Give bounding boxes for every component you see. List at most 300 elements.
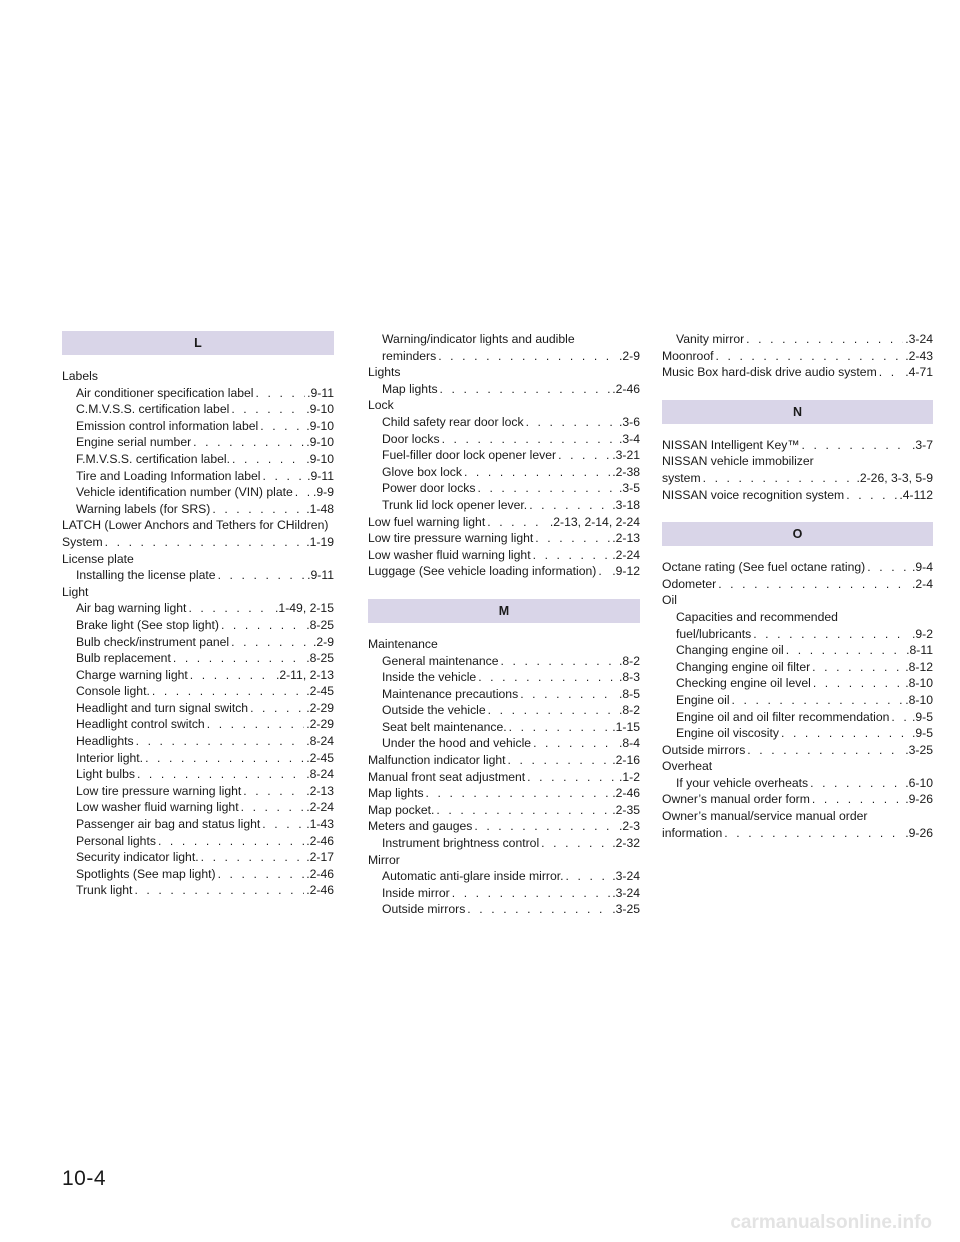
- index-subentry: [368, 686, 640, 703]
- page-reference: .2-11, 2-13: [275, 667, 334, 682]
- page-reference: .3-5: [618, 481, 640, 496]
- page-reference: .4-71: [905, 365, 933, 380]
- entry-text: reminders: [382, 348, 437, 363]
- dot-leader: [527, 769, 617, 786]
- entry-text: Changing engine oil filter: [676, 659, 811, 674]
- entry-text: Overheat: [662, 759, 713, 774]
- dot-leader: [442, 431, 617, 448]
- entry-text: Owner’s manual order form: [662, 792, 810, 807]
- index-entry: [62, 368, 334, 385]
- index-subentry: [368, 447, 640, 464]
- index-subentry: [368, 885, 640, 902]
- index-subentry: [368, 702, 640, 719]
- dot-leader: [753, 626, 910, 643]
- dot-leader: [464, 464, 610, 481]
- entry-text: Music Box hard-disk drive audio system: [662, 365, 877, 380]
- page-reference: .3-4: [618, 431, 640, 446]
- index-entry: [368, 818, 640, 835]
- page-reference: .9-11: [307, 468, 334, 483]
- index-subentry: [62, 451, 334, 468]
- entry-text: System: [62, 534, 103, 549]
- index-entry: [662, 742, 933, 759]
- entry-text: Oil: [662, 593, 677, 608]
- dot-leader: [891, 709, 910, 726]
- index-subentry: [62, 700, 334, 717]
- watermark: carmanualsonline.info: [730, 1212, 932, 1233]
- page-reference: .8-24: [306, 767, 334, 782]
- index-entry: [662, 437, 933, 454]
- entry-text: Low fuel warning light: [368, 514, 486, 529]
- entry-text: Door locks: [382, 431, 440, 446]
- section-header-letter: M: [368, 599, 640, 623]
- page-reference: .9-12: [612, 564, 640, 579]
- entry-text: Passenger air bag and status light: [76, 817, 261, 832]
- index-subentry: [662, 725, 933, 742]
- dot-leader: [438, 348, 617, 365]
- index-subentry: [662, 709, 933, 726]
- entry-text: Automatic anti-glare inside mirror.: [382, 869, 564, 884]
- entry-text: F.M.V.S.S. certification label.: [76, 451, 230, 466]
- dot-leader: [802, 437, 910, 454]
- index-subentry: [368, 669, 640, 686]
- entry-text: Warning labels (for SRS): [76, 501, 211, 516]
- index-subentry: [62, 418, 334, 435]
- dot-leader: [487, 514, 548, 531]
- entry-text: Octane rating (See fuel octane rating): [662, 560, 866, 575]
- page-reference: .3-25: [905, 742, 933, 757]
- entry-text: Engine oil: [676, 692, 730, 707]
- entry-text: Outside the vehicle: [382, 703, 486, 718]
- entry-text: Warning/indicator lights and audible: [382, 332, 575, 346]
- entry-text: Under the hood and vehicle: [382, 736, 532, 751]
- index-subentry: [368, 735, 640, 752]
- index-entry: [662, 791, 933, 808]
- page-reference: .2-24: [612, 547, 640, 562]
- page-reference: .2-46: [612, 786, 640, 801]
- index-entry: [368, 364, 640, 381]
- page-reference: .2-43: [905, 348, 933, 363]
- dot-leader: [598, 563, 610, 580]
- index-subentry: [368, 497, 640, 514]
- index-subentry: [368, 653, 640, 670]
- page-reference: .9-10: [306, 435, 334, 450]
- index-subentry: [62, 434, 334, 451]
- dot-leader: [747, 742, 903, 759]
- page-reference: .8-5: [618, 686, 640, 701]
- page-reference: .3-24: [612, 869, 640, 884]
- index-entry: [62, 551, 334, 568]
- dot-leader: [218, 866, 305, 883]
- dot-leader: [508, 752, 611, 769]
- entry-text: Air conditioner specification label: [76, 385, 254, 400]
- page-reference: .9-4: [911, 560, 933, 575]
- index-entry: [62, 534, 334, 551]
- page-reference: .9-11: [307, 385, 334, 400]
- entry-text: Installing the license plate: [76, 568, 216, 583]
- dot-leader: [703, 470, 855, 487]
- dot-leader: [477, 480, 617, 497]
- dot-leader: [231, 401, 304, 418]
- entry-text: Mirror: [368, 852, 400, 867]
- page-reference: .8-12: [905, 659, 933, 674]
- dot-leader: [221, 617, 304, 634]
- entry-text: Power door locks: [382, 481, 476, 496]
- entry-text: Interior light.: [76, 750, 144, 765]
- index-subentry: [62, 683, 334, 700]
- page-reference: .2-9: [312, 634, 334, 649]
- page-reference: .9-9: [312, 485, 334, 500]
- section-header-letter: L: [62, 331, 334, 355]
- dot-leader: [501, 653, 617, 670]
- entry-text: C.M.V.S.S. certification label: [76, 402, 230, 417]
- index-entry: [662, 348, 933, 365]
- page-reference: .3-18: [612, 497, 640, 512]
- entry-text: Emission control information label: [76, 418, 259, 433]
- dot-leader: [250, 700, 304, 717]
- index-subentry: [368, 381, 640, 398]
- index-entry: [662, 592, 933, 609]
- entry-text: Inside the vehicle: [382, 670, 477, 685]
- index-entry: [368, 530, 640, 547]
- page-reference: .9-26: [905, 792, 933, 807]
- section-header-letter: O: [662, 522, 933, 546]
- index-subentry: [62, 799, 334, 816]
- page-reference: .2-9: [618, 348, 640, 363]
- index-entry: [368, 752, 640, 769]
- entry-text: Engine oil and oil filter recommendation: [676, 709, 890, 724]
- page-reference: .8-25: [306, 617, 334, 632]
- page-reference: .3-25: [612, 902, 640, 917]
- index-subentry: [368, 464, 640, 481]
- index-subentry: [62, 716, 334, 733]
- page-reference: .3-7: [911, 437, 933, 452]
- index-entry: [62, 517, 334, 534]
- index-subentry: [368, 901, 640, 918]
- page-reference: .8-2: [618, 703, 640, 718]
- page-number: 10-4: [62, 1167, 107, 1190]
- entry-text: Seat belt maintenance.: [382, 719, 507, 734]
- entry-text: Outside mirrors: [382, 902, 466, 917]
- entry-text: Fuel-filler door lock opener lever: [382, 448, 557, 463]
- index-entry: [662, 758, 933, 775]
- entry-text: Light bulbs: [76, 767, 135, 782]
- page-reference: .3-6: [618, 414, 640, 429]
- dot-leader: [218, 567, 306, 584]
- page-reference: .2-4: [911, 576, 933, 591]
- index-subentry: [62, 385, 334, 402]
- dot-leader: [136, 733, 305, 750]
- page-reference: .2-35: [612, 802, 640, 817]
- dot-leader: [188, 600, 273, 617]
- entry-text: Owner’s manual/service manual order: [662, 809, 868, 824]
- index-subentry: [662, 331, 933, 348]
- index-entry: [662, 364, 933, 381]
- page-reference: .2-46: [306, 883, 334, 898]
- dot-leader: [781, 725, 910, 742]
- entry-text: Lock: [368, 398, 394, 413]
- entry-text: Light: [62, 584, 89, 599]
- page-reference: .2-45: [306, 750, 334, 765]
- entry-text: Capacities and recommended: [676, 609, 838, 624]
- index-entry: [368, 769, 640, 786]
- dot-leader: [718, 576, 910, 593]
- index-subentry: [62, 468, 334, 485]
- page-reference: .1-48: [306, 501, 334, 516]
- index-entry: [662, 825, 933, 842]
- entry-text: LATCH (Lower Anchors and Tethers for CHildren): [62, 518, 329, 533]
- index-subentry: [662, 609, 933, 626]
- entry-text: Spotlights (See map light): [76, 866, 216, 881]
- dot-leader: [173, 650, 304, 667]
- dot-leader: [263, 468, 306, 485]
- page-reference: .9-26: [905, 825, 933, 840]
- index-subentry: [368, 868, 640, 885]
- entry-text: Trunk lid lock opener lever.: [382, 497, 528, 512]
- page-reference: .2-17: [306, 850, 334, 865]
- dot-leader: [231, 634, 311, 651]
- index-entry: [368, 802, 640, 819]
- page-reference: .2-46: [306, 833, 334, 848]
- dot-leader: [145, 750, 304, 767]
- entry-text: Air bag warning light: [76, 601, 187, 616]
- entry-text: Outside mirrors: [662, 742, 746, 757]
- entry-text: Map lights: [368, 786, 424, 801]
- index-subentry: [368, 431, 640, 448]
- page-reference: .2-29: [306, 717, 334, 732]
- page-reference: .6-10: [905, 775, 933, 790]
- entry-text: Tire and Loading Information label: [76, 468, 261, 483]
- page-reference: .2-26, 3-3, 5-9: [856, 470, 933, 485]
- page-reference: .9-5: [911, 726, 933, 741]
- page-reference: .8-25: [306, 651, 334, 666]
- index-subentry: [62, 816, 334, 833]
- entry-text: Checking engine oil level: [676, 676, 811, 691]
- index-subentry: [662, 775, 933, 792]
- entry-text: Low tire pressure warning light: [76, 783, 242, 798]
- index-subentry: [662, 626, 933, 643]
- page-reference: .2-24: [306, 800, 334, 815]
- index-subentry: [662, 659, 933, 676]
- dot-leader: [488, 702, 617, 719]
- entry-text: Manual front seat adjustment: [368, 769, 526, 784]
- page-reference: .3-24: [612, 885, 640, 900]
- page-reference: .2-46: [306, 866, 334, 881]
- index-subentry: [62, 567, 334, 584]
- entry-text: License plate: [62, 551, 134, 566]
- index-entry: [368, 397, 640, 414]
- entry-text: Glove box lock: [382, 464, 462, 479]
- index-subentry: [62, 501, 334, 518]
- index-entry: [662, 453, 933, 470]
- index-entry: [662, 576, 933, 593]
- dot-leader: [732, 692, 904, 709]
- page-reference: .9-10: [306, 451, 334, 466]
- dot-leader: [566, 868, 611, 885]
- index-subentry: [62, 600, 334, 617]
- page-reference: .8-10: [905, 676, 933, 691]
- index-entry: [368, 514, 640, 531]
- dot-leader: [509, 719, 611, 736]
- index-subentry: [62, 617, 334, 634]
- page-reference: .2-16: [612, 753, 640, 768]
- page-reference: .1-19: [306, 534, 334, 549]
- entry-text: Luggage (See vehicle loading information): [368, 564, 597, 579]
- page-reference: .9-11: [307, 568, 334, 583]
- entry-text: Security indicator light.: [76, 850, 199, 865]
- index-column-3: [662, 331, 933, 841]
- dot-leader: [478, 669, 617, 686]
- dot-leader: [812, 659, 903, 676]
- index-entry: [368, 636, 640, 653]
- entry-text: Engine oil viscosity: [676, 726, 779, 741]
- dot-leader: [879, 364, 904, 381]
- entry-text: Low washer fluid warning light: [76, 800, 239, 815]
- index-subentry: [62, 667, 334, 684]
- dot-leader: [558, 447, 610, 464]
- entry-text: information: [662, 825, 723, 840]
- page-reference: .2-13, 2-14, 2-24: [549, 514, 640, 529]
- page-reference: .1-15: [612, 719, 640, 734]
- dot-leader: [201, 849, 305, 866]
- entry-text: Child safety rear door lock: [382, 414, 524, 429]
- page-reference: .2-29: [306, 700, 334, 715]
- entry-text: Headlight and turn signal switch: [76, 700, 249, 715]
- index-subentry: [62, 882, 334, 899]
- dot-leader: [724, 825, 903, 842]
- index-subentry: [62, 401, 334, 418]
- entry-text: General maintenance: [382, 653, 499, 668]
- entry-text: Labels: [62, 369, 98, 383]
- entry-text: Vehicle identification number (VIN) plate: [76, 485, 293, 500]
- dot-leader: [533, 735, 617, 752]
- index-entry: [62, 584, 334, 601]
- entry-text: Lights: [368, 365, 401, 380]
- page-reference: .2-38: [612, 464, 640, 479]
- index-subentry: [62, 783, 334, 800]
- dot-leader: [846, 487, 897, 504]
- dot-leader: [529, 497, 610, 514]
- dot-leader: [452, 885, 610, 902]
- entry-text: Trunk light: [76, 883, 133, 898]
- dot-leader: [152, 683, 304, 700]
- index-entry: [662, 559, 933, 576]
- dot-leader: [426, 785, 611, 802]
- entry-text: Headlights: [76, 734, 134, 749]
- dot-leader: [105, 534, 305, 551]
- page-reference: .3-21: [612, 448, 640, 463]
- entry-text: Low tire pressure warning light: [368, 531, 534, 546]
- entry-text: fuel/lubricants: [676, 626, 752, 641]
- dot-leader: [207, 716, 305, 733]
- index-subentry: [62, 833, 334, 850]
- index-entry: [662, 808, 933, 825]
- dot-leader: [467, 901, 610, 918]
- entry-text: Personal lights: [76, 833, 156, 848]
- dot-leader: [241, 799, 305, 816]
- page-reference: .3-24: [905, 332, 933, 346]
- dot-leader: [134, 882, 304, 899]
- page-reference: .2-46: [612, 381, 640, 396]
- entry-text: Bulb replacement: [76, 651, 171, 666]
- index-subentry: [368, 348, 640, 365]
- dot-leader: [260, 418, 304, 435]
- index-subentry: [62, 766, 334, 783]
- page-reference: .4-112: [899, 487, 933, 502]
- dot-leader: [535, 530, 610, 547]
- entry-text: NISSAN Intelligent Key™: [662, 437, 800, 452]
- entry-text: Map pocket.: [368, 802, 435, 817]
- entry-text: NISSAN vehicle immobilizer: [662, 454, 814, 469]
- dot-leader: [436, 802, 610, 819]
- entry-text: Brake light (See stop light): [76, 617, 219, 632]
- page-reference: .9-5: [911, 709, 933, 724]
- page-reference: .2-3: [618, 819, 640, 834]
- dot-leader: [746, 331, 903, 348]
- entry-text: Low washer fluid warning light: [368, 547, 531, 562]
- index-subentry: [662, 642, 933, 659]
- page-reference: .1-2: [618, 769, 640, 784]
- index-entry: [662, 487, 933, 504]
- dot-leader: [137, 766, 304, 783]
- page-reference: .8-11: [906, 643, 933, 658]
- index-subentry: [62, 866, 334, 883]
- dot-leader: [533, 547, 611, 564]
- index-column-2: [368, 331, 640, 918]
- dot-leader: [256, 385, 306, 402]
- index-subentry: [368, 480, 640, 497]
- section-spacer: [368, 580, 640, 599]
- index-subentry: [62, 634, 334, 651]
- index-subentry: [62, 849, 334, 866]
- dot-leader: [212, 501, 304, 518]
- dot-leader: [243, 783, 304, 800]
- dot-leader: [812, 791, 903, 808]
- entry-text: system: [662, 470, 701, 485]
- entry-text: Map lights: [382, 381, 438, 396]
- page-reference: .2-13: [306, 783, 334, 798]
- page-reference: .8-2: [618, 653, 640, 668]
- index-entry: [368, 563, 640, 580]
- index-subentry: [62, 750, 334, 767]
- page-reference: .8-10: [905, 692, 933, 707]
- index-column-1: [62, 331, 334, 899]
- entry-text: Bulb check/instrument panel: [76, 634, 230, 649]
- index-subentry: [368, 719, 640, 736]
- entry-text: Instrument brightness control: [382, 836, 540, 851]
- entry-text: NISSAN voice recognition system: [662, 487, 845, 502]
- dot-leader: [813, 675, 903, 692]
- page-reference: .9-10: [306, 402, 334, 417]
- section-spacer: [662, 381, 933, 400]
- index-subentry: [662, 675, 933, 692]
- page-reference: .8-24: [306, 734, 334, 749]
- entry-text: Vanity mirror: [676, 332, 745, 346]
- index-entry: [368, 852, 640, 869]
- index-subentry: [368, 331, 640, 348]
- index-subentry: [62, 650, 334, 667]
- entry-text: Headlight control switch: [76, 717, 205, 732]
- entry-text: Engine serial number: [76, 435, 192, 450]
- dot-leader: [262, 816, 304, 833]
- index-entry: [368, 785, 640, 802]
- dot-leader: [541, 835, 610, 852]
- entry-text: Changing engine oil: [676, 643, 784, 658]
- page-reference: .1-43: [306, 817, 334, 832]
- dot-leader: [158, 833, 304, 850]
- section-header-letter: N: [662, 400, 933, 424]
- page-reference: .8-4: [618, 736, 640, 751]
- page-reference: .8-3: [618, 670, 640, 685]
